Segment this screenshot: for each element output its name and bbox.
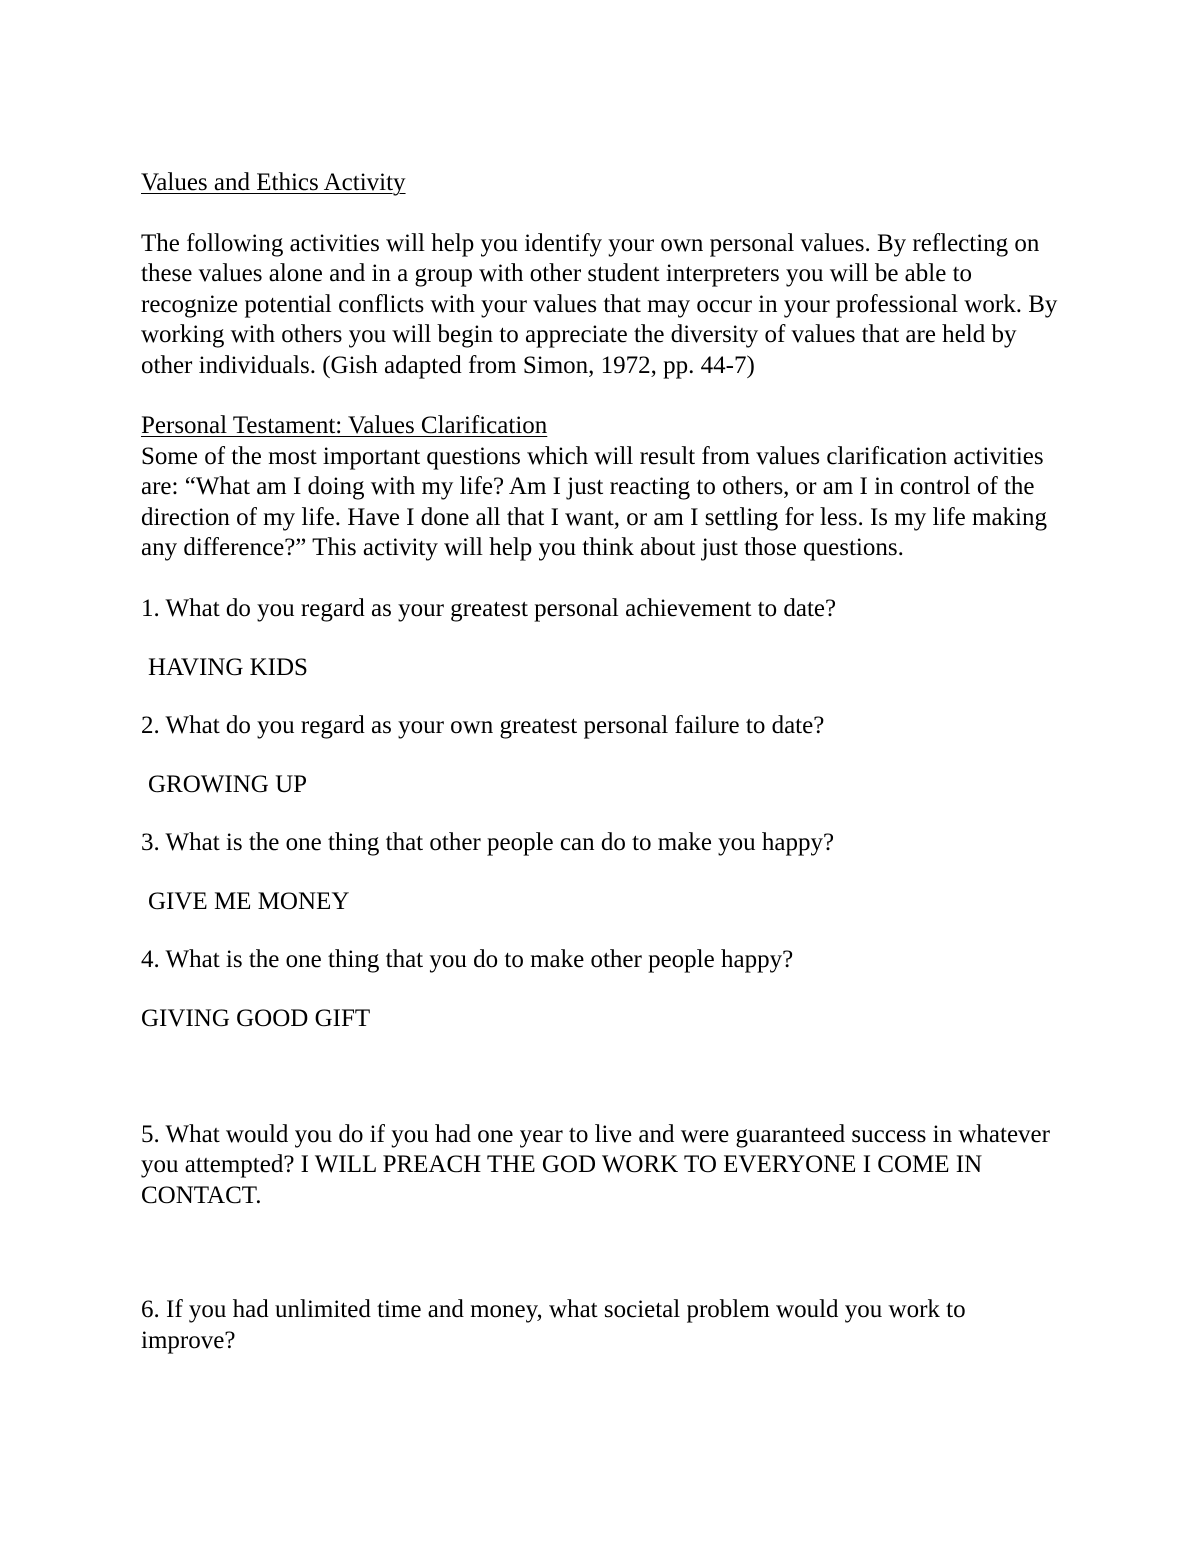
answer-2: GROWING UP bbox=[148, 771, 308, 798]
question-2: 2. What do you regard as your own greatest personal failure to date? bbox=[141, 711, 825, 739]
document-page bbox=[141, 168, 1061, 1356]
section-title: Personal Testament: Values Clarification bbox=[141, 412, 548, 439]
question-3: 3. What is the one thing that other people can do to make you happy? bbox=[141, 828, 835, 856]
intro-paragraph: The following activities will help you identify your own personal values. By reflecting on these values alone and in a group with other student interpreters you will be able to recognize potential conflicts with your values that may occur in your professional work. By working with others you will begin to appreciate the diversity of values that are held by other individuals. (Gish adapted from Simon, 1972, pp. 44-7) bbox=[141, 229, 1058, 379]
question-6: 6. If you had unlimited time and money, what societal problem would you work to improve? bbox=[141, 1296, 966, 1354]
question-1: 1. What do you regard as your greatest personal achievement to date? bbox=[141, 594, 837, 622]
question-5: 5. What would you do if you had one year to live and were guaranteed success in whatever you attempted? I WILL PREACH THE GOD WORK TO EVERYONE I COME IN CONTACT. bbox=[141, 1120, 1050, 1209]
document-title: Values and Ethics Activity bbox=[141, 169, 406, 196]
answer-1: HAVING KIDS bbox=[148, 654, 308, 681]
answer-4: GIVING GOOD GIFT bbox=[141, 1005, 371, 1032]
question-4: 4. What is the one thing that you do to make other people happy? bbox=[141, 945, 794, 973]
section-intro-paragraph: Some of the most important questions which will result from values clarification activities are: “What am I doing with my life? Am I just reacting to others, or am I in control of the direction of my life. Have I done all that I want, or am I settling for less. Is my life making any difference?” This activity will help you think about just those questions. bbox=[141, 442, 1048, 561]
answer-3: GIVE ME MONEY bbox=[148, 888, 350, 915]
